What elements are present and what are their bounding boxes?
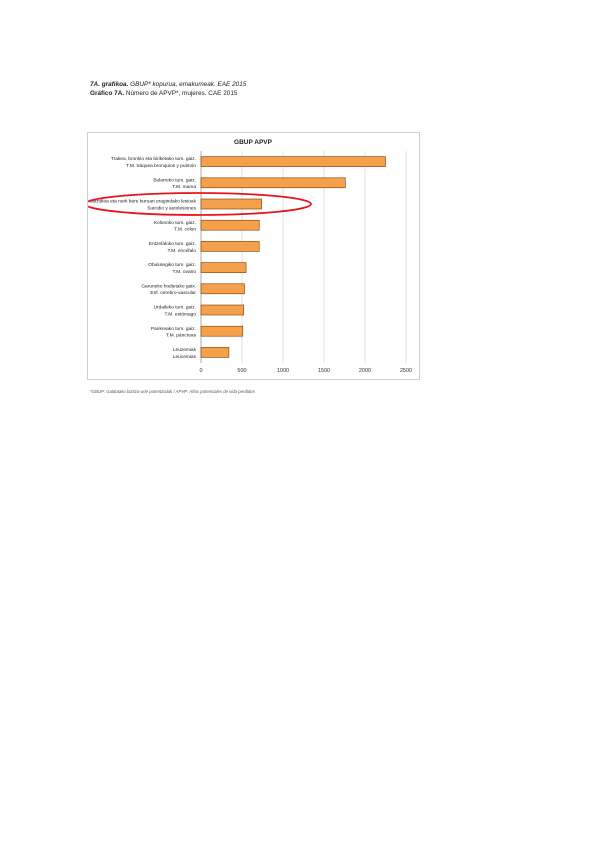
- bar: [201, 157, 386, 167]
- x-tick-label: 0: [199, 368, 203, 374]
- x-tick-label: 500: [237, 368, 247, 374]
- chart-title: GBUP APVP: [234, 139, 272, 146]
- category-label: Kolonoko tum. gaiz.: [153, 220, 196, 226]
- category-label: T.M. tráquea bronquios y pulmón: [126, 164, 196, 169]
- chart-frame: [87, 132, 420, 380]
- category-label: Leuzemiak: [172, 348, 196, 353]
- footnote: *GBUP: Galdutako bizitza-urte potentzialak / APVP: Años potenciales de vida perdidos: [90, 389, 255, 394]
- bar: [201, 263, 246, 273]
- heading-spanish: [90, 89, 246, 98]
- category-label: Trakea, bronkio eta biriketako tum. gaiz.: [110, 157, 196, 163]
- category-label: T.M. encéfalo: [167, 248, 196, 254]
- category-label: T.M. mama: [172, 185, 196, 191]
- figure-heading: [90, 80, 246, 98]
- bar: [201, 347, 229, 357]
- heading-basque-number: 7A. grafikoa.: [90, 81, 129, 88]
- heading-basque: [90, 80, 246, 89]
- category-label: Suizidioa eta nork bere buruari eragindako lesioak: [89, 199, 196, 205]
- category-label: T.M. colon: [174, 227, 196, 233]
- heading-basque-text: GBUP* kopurua, emakumeak. EAE 2015: [130, 81, 247, 88]
- category-label: T.M. estómago: [164, 312, 196, 318]
- category-label: Obulutegiko tum. gaiz.: [148, 263, 196, 269]
- x-tick-label: 2000: [358, 368, 372, 374]
- x-tick-label: 1000: [276, 368, 290, 374]
- category-label: Leucemias: [172, 354, 196, 360]
- x-tick-label: 2500: [399, 368, 413, 374]
- bar: [201, 241, 259, 251]
- heading-spanish-text: Número de APVP*, mujeres. CAE 2015: [125, 90, 238, 97]
- bar: [201, 178, 345, 188]
- bar: [201, 305, 244, 315]
- bar: [201, 284, 244, 294]
- x-tick-label: 1500: [317, 368, 331, 374]
- bar: [201, 220, 259, 230]
- bar: [201, 199, 262, 209]
- category-label: Enf. cerebro-vascular: [150, 291, 196, 297]
- category-label: Entzefaloko tum. gaiz.: [148, 242, 196, 247]
- category-label: T.M. ovario: [172, 270, 196, 275]
- category-label: Garuneko hodietako gaix.: [141, 284, 196, 290]
- category-label: Pankreako tum. gaiz.: [150, 326, 196, 332]
- bar-chart: [88, 133, 419, 379]
- category-label: Bularreko tum. gaiz.: [153, 178, 196, 184]
- category-label: Suicidio y autolesiones: [147, 206, 196, 212]
- heading-spanish-number: Gráfico 7A.: [90, 90, 125, 97]
- category-label: Urdaileko tum. gaiz.: [153, 305, 196, 311]
- bar: [201, 326, 243, 336]
- category-label: T.M. páncreas: [165, 333, 196, 339]
